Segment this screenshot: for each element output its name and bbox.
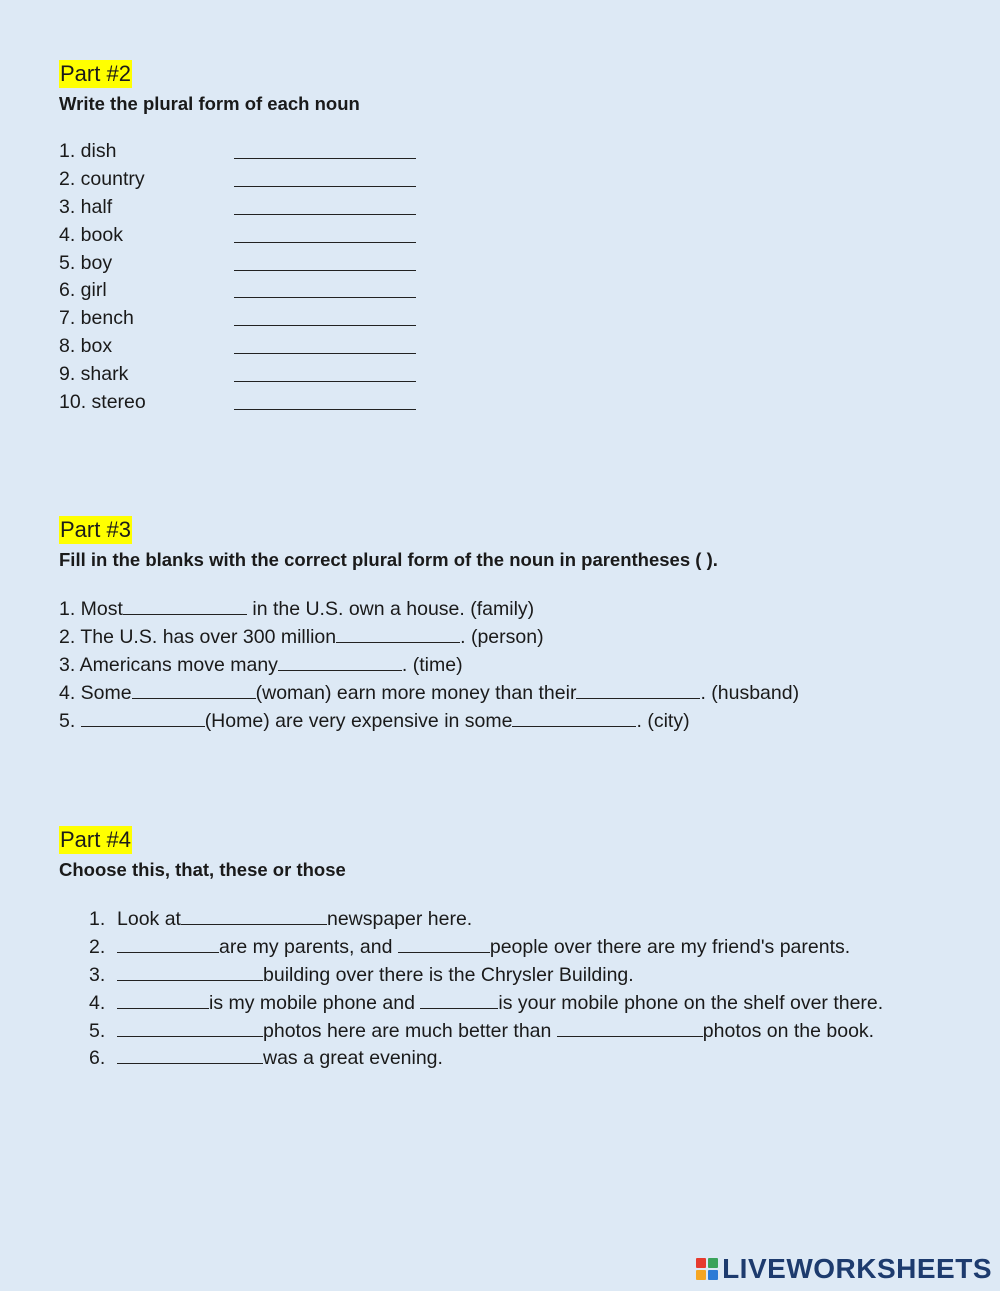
item-number: 2. — [89, 935, 106, 958]
answer-blank[interactable] — [123, 594, 247, 615]
answer-blank[interactable] — [557, 1016, 703, 1037]
answer-blank[interactable] — [81, 706, 205, 727]
sentence-text: Look at — [117, 908, 181, 930]
part2-list — [59, 138, 416, 417]
logo-block-blue — [708, 1270, 718, 1280]
noun-label: 7. bench — [59, 307, 134, 330]
list-item — [59, 650, 799, 678]
list-item — [59, 333, 416, 361]
noun-label: 10. stereo — [59, 391, 146, 414]
sentence-text: 3. Americans move many — [59, 653, 278, 676]
noun-label: 4. book — [59, 223, 123, 246]
noun-label: 9. shark — [59, 363, 129, 386]
list-item — [59, 277, 416, 305]
sentence-text: . (husband) — [700, 681, 800, 704]
noun-label: 5. boy — [59, 251, 113, 274]
part3-section — [59, 516, 799, 733]
list-item — [59, 594, 799, 622]
answer-blank[interactable] — [117, 960, 263, 981]
noun-label: 8. box — [59, 335, 113, 358]
sentence-text: . (city) — [636, 709, 690, 732]
sentence-text: building over there is the Chrysler Building. — [263, 963, 634, 986]
sentence-text: photos on the book. — [702, 1019, 875, 1042]
logo-text: LIVEWORKSHEETS — [722, 1253, 992, 1284]
answer-blank[interactable] — [234, 333, 416, 354]
part2-section — [59, 60, 416, 417]
answer-blank[interactable] — [181, 904, 327, 925]
answer-blank[interactable] — [117, 1016, 263, 1037]
answer-blank[interactable] — [234, 277, 416, 298]
answer-blank[interactable] — [117, 1043, 263, 1064]
part4-list — [59, 904, 883, 1071]
list-item — [59, 250, 416, 278]
sentence-text: (woman) earn more money than their — [255, 681, 577, 704]
item-number: 1. — [89, 908, 106, 930]
noun-label: 2. country — [59, 167, 145, 190]
list-item — [59, 389, 416, 417]
answer-blank[interactable] — [234, 166, 416, 187]
answer-blank[interactable] — [512, 706, 636, 727]
list-item — [89, 1043, 883, 1071]
answer-blank[interactable] — [398, 932, 490, 953]
part3-title: Part #3 — [60, 517, 131, 542]
list-item — [59, 622, 799, 650]
list-item — [89, 960, 883, 988]
part2-title: Part #2 — [60, 61, 131, 86]
part4-instruction: Choose this, that, these or those — [59, 859, 346, 880]
answer-blank[interactable] — [117, 988, 209, 1009]
sentence-text: 5. — [59, 709, 81, 732]
sentence-text: is my mobile phone and — [209, 991, 421, 1014]
answer-blank[interactable] — [420, 988, 498, 1009]
liveworksheets-logo — [696, 1253, 992, 1285]
list-item — [59, 305, 416, 333]
answer-blank[interactable] — [234, 389, 416, 410]
list-item — [89, 904, 883, 932]
sentence-text: . (time) — [401, 653, 463, 676]
sentence-text: 4. Some — [59, 681, 132, 704]
logo-block-green — [708, 1258, 718, 1268]
answer-blank[interactable] — [576, 678, 700, 699]
answer-blank[interactable] — [234, 194, 416, 215]
part2-instruction: Write the plural form of each noun — [59, 93, 360, 114]
part4-section — [59, 826, 883, 1071]
list-item — [89, 932, 883, 960]
list-item — [59, 166, 416, 194]
list-item — [89, 1016, 883, 1044]
sentence-text: in the U.S. own a house. (family) — [246, 598, 535, 620]
item-number: 4. — [89, 991, 106, 1014]
noun-label: 6. girl — [59, 279, 107, 302]
list-item — [59, 706, 799, 734]
sentence-text: newspaper here. — [326, 908, 473, 930]
part4-title: Part #4 — [60, 827, 131, 852]
list-item — [59, 678, 799, 706]
part3-list — [59, 594, 799, 733]
item-number: 6. — [89, 1047, 106, 1070]
list-item — [89, 988, 883, 1016]
answer-blank[interactable] — [234, 138, 416, 159]
answer-blank[interactable] — [278, 650, 402, 671]
part3-instruction: Fill in the blanks with the correct plural form of the noun in parentheses ( ). — [59, 549, 718, 570]
answer-blank[interactable] — [234, 361, 416, 382]
sentence-text: people over there are my friend's parents. — [489, 935, 851, 958]
answer-blank[interactable] — [234, 250, 416, 271]
answer-blank[interactable] — [132, 678, 256, 699]
sentence-text: are my parents, and — [219, 935, 398, 958]
sentence-text: . (person) — [460, 625, 544, 648]
list-item — [59, 222, 416, 250]
noun-label: 1. dish — [59, 140, 117, 162]
item-number: 3. — [89, 963, 106, 986]
noun-label: 3. half — [59, 195, 113, 218]
sentence-text: was a great evening. — [263, 1047, 443, 1070]
list-item — [59, 194, 416, 222]
item-number: 5. — [89, 1019, 106, 1042]
logo-blocks-icon — [696, 1258, 718, 1280]
answer-blank[interactable] — [234, 222, 416, 243]
sentence-text: is your mobile phone on the shelf over there. — [498, 991, 884, 1014]
sentence-text: 2. The U.S. has over 300 million — [59, 625, 337, 648]
sentence-text: (Home) are very expensive in some — [204, 709, 513, 732]
answer-blank[interactable] — [117, 932, 219, 953]
list-item — [59, 138, 416, 166]
list-item — [59, 361, 416, 389]
logo-block-red — [696, 1258, 706, 1268]
logo-block-orange — [696, 1270, 706, 1280]
answer-blank[interactable] — [336, 622, 460, 643]
sentence-text: 1. Most — [59, 598, 123, 620]
sentence-text: photos here are much better than — [263, 1019, 557, 1042]
answer-blank[interactable] — [234, 305, 416, 326]
